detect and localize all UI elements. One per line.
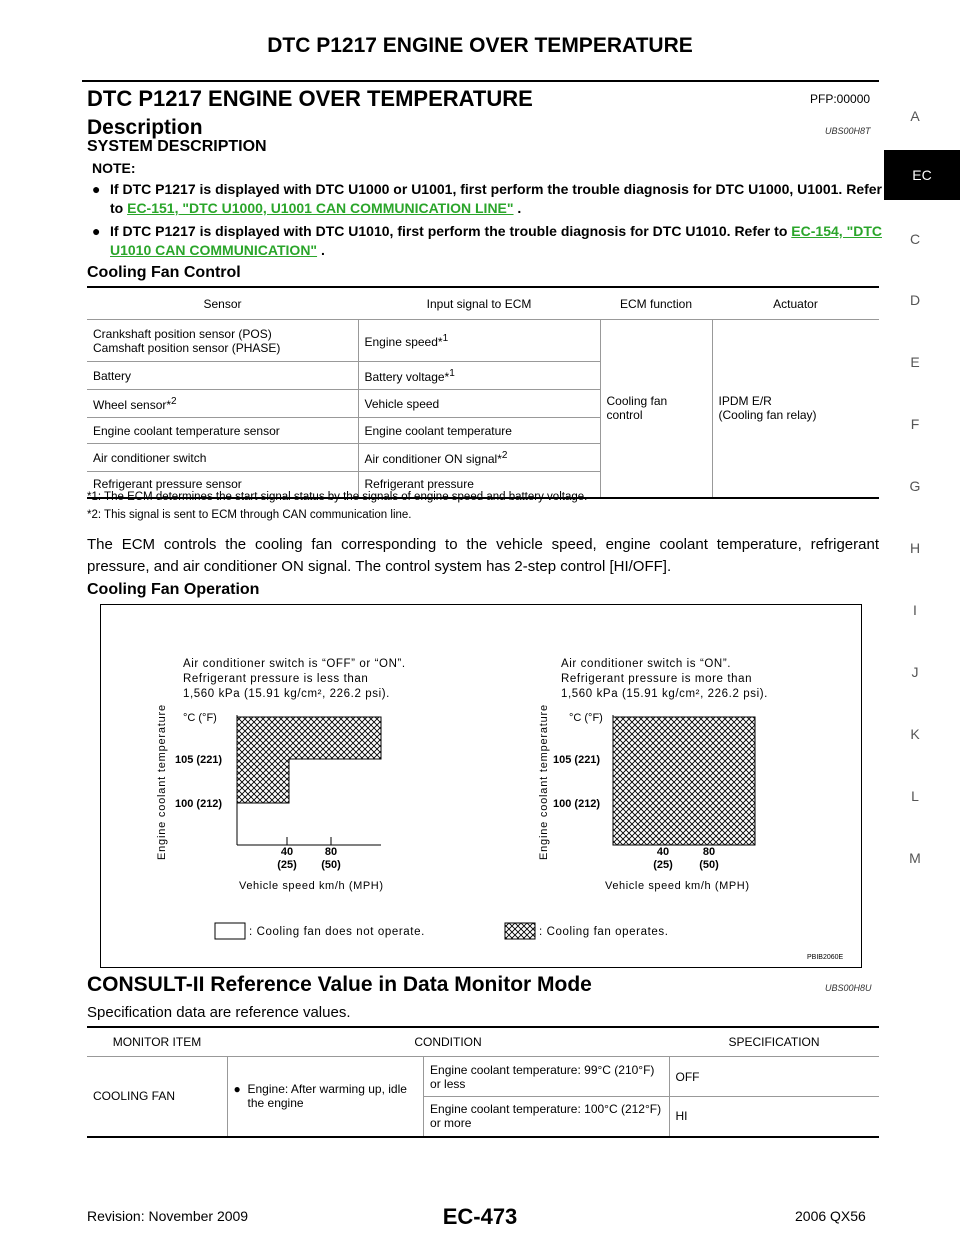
- signal-cell: Engine speed*$^1$: [358, 320, 600, 362]
- note-bullet-2: [92, 222, 882, 262]
- actuator-cell: IPDM E/R (Cooling fan relay): [712, 320, 879, 498]
- consult-note: Specification data are reference values.: [87, 1004, 351, 1021]
- sensor-cell: Refrigerant pressure sensor: [87, 472, 358, 498]
- col-header-input: Input signal to ECM: [358, 287, 600, 320]
- col-header-specification: SPECIFICATION: [669, 1027, 879, 1057]
- signal-cell: Battery voltage*$^1$: [358, 362, 600, 390]
- header-rule: [82, 80, 879, 82]
- left-x-tick-label-80: 80: [324, 846, 338, 858]
- footer-page-number: EC-473: [442, 1204, 518, 1229]
- footer-revision: Revision: November 2009: [87, 1208, 249, 1224]
- left-x-tick-sub-40: (25): [277, 859, 297, 871]
- condition-detail-2: Engine coolant temperature: 100°C (212°F) or more: [424, 1097, 669, 1137]
- left-y-tick-105: 105 (221): [175, 754, 223, 766]
- left-x-tick-sub-80: (50): [321, 859, 341, 871]
- col-header-ecm: ECM function: [600, 287, 712, 320]
- col-header-actuator: Actuator: [712, 287, 879, 320]
- side-tab-h[interactable]: H: [909, 540, 921, 556]
- consult-table: [87, 1026, 879, 1138]
- sensor-cell: Air conditioner switch: [87, 444, 358, 472]
- side-tab-c[interactable]: C: [909, 231, 921, 247]
- side-tab-d[interactable]: D: [909, 292, 921, 308]
- signal-cell: Refrigerant pressure: [358, 472, 600, 498]
- left-x-axis-label: Vehicle speed km/h (MPH): [239, 880, 384, 892]
- signal-cell: Vehicle speed: [358, 390, 600, 418]
- bullet-1-text: If DTC P1217 is displayed with DTC U1000 or U1001, first perform the trouble diagnosis for DTC U1000, U1001. Refer to: [110, 181, 882, 216]
- left-caption-2: Refrigerant pressure is less than: [183, 673, 369, 685]
- left-y-axis-label: Engine coolant temperature: [156, 704, 168, 860]
- spec-hi: HI: [669, 1097, 879, 1137]
- spec-off: OFF: [669, 1057, 879, 1097]
- left-caption-1: Air conditioner switch is “OFF” or “ON”.: [183, 658, 406, 670]
- bullet-icon: ●: [92, 223, 101, 239]
- right-y-tick-100: 100 (212): [553, 798, 601, 810]
- operation-diagram: [101, 605, 861, 967]
- bullet-1-end: .: [513, 200, 522, 216]
- bullet-icon: ●: [92, 181, 101, 197]
- right-caption-2: Refrigerant pressure is more than: [561, 673, 753, 685]
- legend-off-label: : Cooling fan does not operate.: [249, 926, 425, 938]
- left-y-unit: °C (°F): [183, 712, 217, 724]
- right-y-tick-105: 105 (221): [553, 754, 601, 766]
- link-ec-151[interactable]: EC-151, "DTC U1000, U1001 CAN COMMUNICATION LINE": [127, 200, 514, 216]
- side-tab-m[interactable]: M: [909, 850, 921, 866]
- description-title: Description: [87, 116, 203, 139]
- right-y-axis-label: Engine coolant temperature: [538, 704, 550, 860]
- control-paragraph: The ECM controls the cooling fan corresponding to the vehicle speed, engine coolant temperature, refrigerant pressure, and air conditioner ON signal. The control system has 2-step control [HI/OFF].: [87, 536, 879, 575]
- side-tab-i[interactable]: I: [913, 602, 917, 618]
- cooling-fan-operation-figure: [100, 604, 862, 968]
- footer-model: 2006 QX56: [795, 1208, 866, 1224]
- right-x-tick-sub-80: (50): [699, 859, 719, 871]
- table-row: [87, 320, 879, 362]
- right-caption-3: 1,560 kPa (15.91 kg/cm², 226.2 psi).: [561, 688, 768, 700]
- condition-detail-1: Engine coolant temperature: 99°C (210°F) or less: [424, 1057, 669, 1097]
- sensor-cell: Crankshaft position sensor (POS) Camshaft position sensor (PHASE): [87, 320, 358, 362]
- side-tab-ec-active[interactable]: EC: [884, 150, 960, 200]
- consult-code: UBS00H8U: [825, 983, 872, 993]
- side-tab-k[interactable]: K: [910, 726, 920, 742]
- system-description-heading: SYSTEM DESCRIPTION: [87, 138, 267, 155]
- note-label: NOTE:: [92, 160, 136, 176]
- sensor-cell: Engine coolant temperature sensor: [87, 418, 358, 444]
- right-y-unit: °C (°F): [569, 712, 603, 724]
- cooling-fan-operation-heading: Cooling Fan Operation: [87, 581, 260, 598]
- sensor-cell: Wheel sensor*$^2$: [87, 390, 358, 418]
- side-tab-j[interactable]: J: [911, 664, 919, 680]
- page-header-title: DTC P1217 ENGINE OVER TEMPERATURE: [267, 34, 693, 57]
- left-caption-3: 1,560 kPa (15.91 kg/cm², 226.2 psi).: [183, 688, 390, 700]
- left-operate-region: [237, 717, 381, 803]
- right-x-axis-label: Vehicle speed km/h (MPH): [605, 880, 750, 892]
- col-header-monitor-item: MONITOR ITEM: [87, 1027, 227, 1057]
- legend-off-swatch: [215, 923, 245, 939]
- description-heading: [87, 116, 203, 140]
- link-ec-154[interactable]: EC-154, "DTC U1010 CAN COMMUNICATION": [110, 223, 882, 258]
- footnote-2: *2: This signal is sent to ECM through CAN communication line.: [87, 509, 412, 521]
- right-operate-region: [613, 717, 755, 845]
- description-code: UBS00H8T: [825, 126, 871, 136]
- figure-code: PBIB2060E: [807, 954, 844, 961]
- legend-on-label: : Cooling fan operates.: [539, 926, 669, 938]
- side-tab-f[interactable]: F: [910, 416, 920, 432]
- section-title: DTC P1217 ENGINE OVER TEMPERATURE: [87, 86, 533, 111]
- bullet-icon: ●: [233, 1082, 241, 1097]
- left-y-tick-100: 100 (212): [175, 798, 223, 810]
- note-bullet-1: [92, 180, 882, 220]
- col-header-sensor: Sensor: [87, 287, 358, 320]
- legend-on-swatch: [505, 923, 535, 939]
- side-tab-l[interactable]: L: [911, 788, 919, 804]
- left-x-tick-label-40: 40: [280, 846, 294, 858]
- table-row: [87, 1057, 879, 1097]
- signal-cell: Engine coolant temperature: [358, 418, 600, 444]
- side-tab-g[interactable]: G: [909, 478, 921, 494]
- footnote-1: *1: The ECM determines the start signal status by the signals of engine speed and battery voltage.: [87, 491, 588, 503]
- right-x-tick-sub-40: (25): [653, 859, 673, 871]
- consult-heading: CONSULT-II Reference Value in Data Monitor Mode: [87, 973, 592, 996]
- condition-cell: [227, 1057, 424, 1137]
- right-caption-1: Air conditioner switch is “ON”.: [561, 658, 732, 670]
- side-tab-a[interactable]: A: [910, 108, 920, 124]
- right-x-tick-label-80: 80: [702, 846, 716, 858]
- signal-cell: Air conditioner ON signal*$^2$: [358, 444, 600, 472]
- cooling-fan-control-heading: Cooling Fan Control: [87, 264, 241, 281]
- monitor-item-cell: COOLING FAN: [87, 1057, 227, 1137]
- sensor-cell: Battery: [87, 362, 358, 390]
- condition-text: Engine: After warming up, idle the engine: [247, 1082, 407, 1111]
- side-tab-e[interactable]: E: [910, 354, 920, 370]
- col-header-condition: CONDITION: [227, 1027, 669, 1057]
- bullet-2-end: .: [317, 242, 325, 258]
- bullet-2-text: If DTC P1217 is displayed with DTC U1010, first perform the trouble diagnosis for DTC U1010. Refer to: [110, 223, 792, 239]
- pfp-code: PFP:00000: [810, 92, 871, 106]
- cooling-fan-control-table: [87, 286, 879, 499]
- right-x-tick-label-40: 40: [656, 846, 670, 858]
- ecm-function-cell: Cooling fan control: [600, 320, 712, 498]
